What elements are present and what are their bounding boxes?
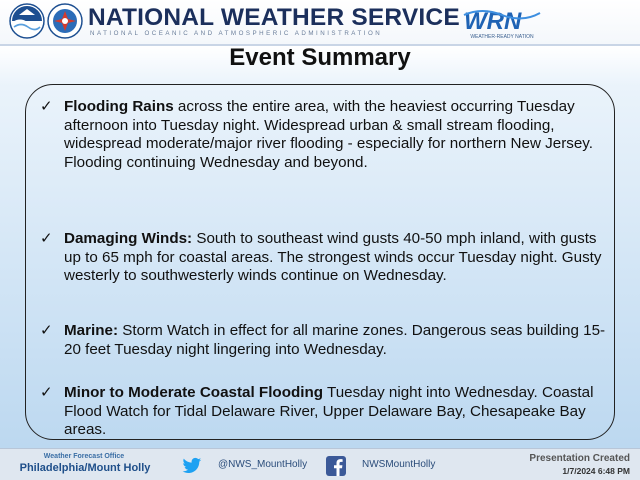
twitter-icon[interactable] (182, 457, 202, 475)
checkmark-icon: ✓ (40, 230, 53, 247)
bullet-text: South to southeast wind gusts 40-50 mph inland, with gusts up to 65 mph for coastal areas. The strongest winds occur Tuesday night. Gusty westerly to southwesterly winds continue on Wednesday. (64, 230, 602, 285)
footer (0, 448, 640, 480)
bullet-lead: Minor to Moderate Coastal Flooding (64, 384, 324, 401)
presentation-created-date: 1/7/2024 6:48 PM (562, 466, 630, 476)
bullet-text: Tuesday night into Wednesday. Coastal Flood Watch for Tidal Delaware River, Upper Delaware Bay, Chesapeake Bay areas. (64, 384, 594, 439)
slide-title: Event Summary (229, 44, 411, 71)
bullet-text: across the entire area, with the heaviest occurring Tuesday afternoon into Tuesday night. Widespread urban & small stream flooding, widespread moderate/major river flooding - especially for northern New Jersey. Flooding continuing Wednesday and beyond. (64, 98, 593, 171)
bullet-lead: Damaging Winds: (64, 230, 193, 247)
weather-ready-nation-logo (462, 3, 542, 41)
facebook-handle-link[interactable]: NWSMountHolly (362, 459, 436, 470)
twitter-handle-link[interactable]: @NWS_MountHolly (218, 459, 308, 470)
checkmark-icon: ✓ (40, 98, 53, 115)
header-title: NATIONAL WEATHER SERVICE (88, 4, 460, 31)
bullet-lead: Flooding Rains (64, 98, 174, 115)
presentation-created-label: Presentation Created (529, 453, 630, 464)
office-name: Philadelphia/Mount Holly (19, 462, 151, 474)
facebook-icon[interactable] (326, 456, 346, 476)
office-label: Weather Forecast Office (43, 453, 125, 460)
bullet-lead: Marine: (64, 322, 119, 339)
noaa-logo (9, 3, 45, 39)
nws-logo (47, 3, 83, 39)
header (0, 0, 640, 44)
wrn-logo-text: WRN (464, 8, 522, 35)
checkmark-icon: ✓ (40, 322, 53, 339)
wrn-logo-subtitle: WEATHER-READY NATION (470, 34, 534, 40)
checkmark-icon: ✓ (40, 384, 53, 401)
bullet-text: Storm Watch in effect for all marine zones. Dangerous seas building 15-20 feet Tuesday night lingering into Wednesday. (64, 322, 606, 358)
header-subtitle: NATIONAL OCEANIC AND ATMOSPHERIC ADMINISTRATION (90, 30, 383, 37)
